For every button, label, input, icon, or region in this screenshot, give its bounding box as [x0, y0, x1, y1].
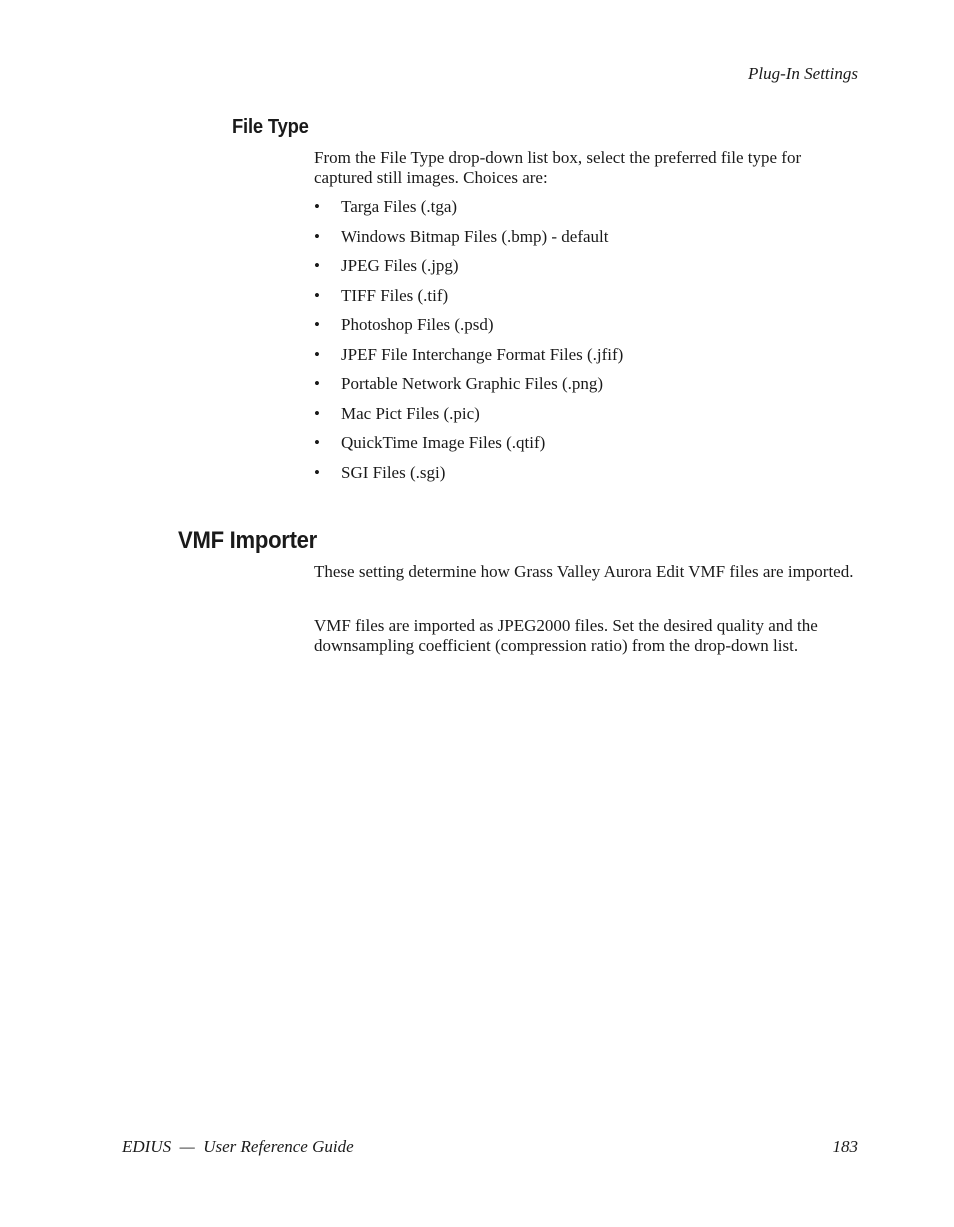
- bullet-icon: •: [314, 256, 320, 275]
- list-item: [314, 374, 623, 404]
- vmf-paragraph-1: These setting determine how Grass Valley Aurora Edit VMF files are imported.: [314, 562, 854, 581]
- file-type-intro: From the File Type drop-down list box, select the preferred file type for captured still images. Choices are:: [314, 148, 802, 187]
- bullet-icon: •: [314, 344, 320, 364]
- bullet-icon: •: [314, 374, 320, 393]
- list-item-text: JPEG Files (.jpg): [341, 256, 459, 275]
- list-item: [314, 433, 623, 463]
- list-item-text: Targa Files (.tga): [341, 197, 458, 216]
- list-item: [314, 286, 623, 316]
- bullet-icon: •: [314, 285, 320, 305]
- list-item-text: Mac Pict Files (.pic): [341, 403, 480, 423]
- list-item: [314, 345, 623, 375]
- bullet-icon: •: [314, 403, 320, 423]
- bullet-icon: •: [314, 226, 320, 246]
- list-item-text: JPEF File Interchange Format Files (.jfif): [341, 344, 624, 364]
- list-item-text: Portable Network Graphic Files (.png): [341, 374, 604, 393]
- list-item-text: Windows Bitmap Files (.bmp) - default: [341, 226, 609, 246]
- section-heading-vmf-importer: VMF Importer: [178, 527, 317, 554]
- list-item-text: TIFF Files (.tif): [341, 285, 449, 305]
- bullet-icon: •: [314, 315, 320, 334]
- list-item-text: QuickTime Image Files (.qtif): [341, 433, 546, 452]
- footer-doc-title: EDIUS — User Reference Guide: [122, 1137, 354, 1156]
- list-item-text: Photoshop Files (.psd): [341, 315, 494, 334]
- list-item: [314, 256, 623, 286]
- list-item: [314, 227, 623, 257]
- file-type-choices-list: [314, 197, 623, 492]
- running-head: Plug-In Settings: [747, 64, 858, 83]
- list-item-text: SGI Files (.sgi): [341, 462, 446, 482]
- bullet-icon: •: [314, 197, 320, 216]
- footer-page-number: 183: [832, 1137, 858, 1156]
- bullet-icon: •: [314, 462, 320, 482]
- list-item: [314, 315, 623, 345]
- bullet-icon: •: [314, 433, 320, 452]
- list-item: [314, 197, 623, 227]
- list-item: [314, 404, 623, 434]
- list-item: [314, 463, 623, 493]
- vmf-paragraph-2: VMF files are imported as JPEG2000 files. Set the desired quality and the downsampling coefficient (compression ratio) from the drop-down list.: [314, 616, 818, 655]
- section-heading-file-type: File Type: [232, 116, 309, 138]
